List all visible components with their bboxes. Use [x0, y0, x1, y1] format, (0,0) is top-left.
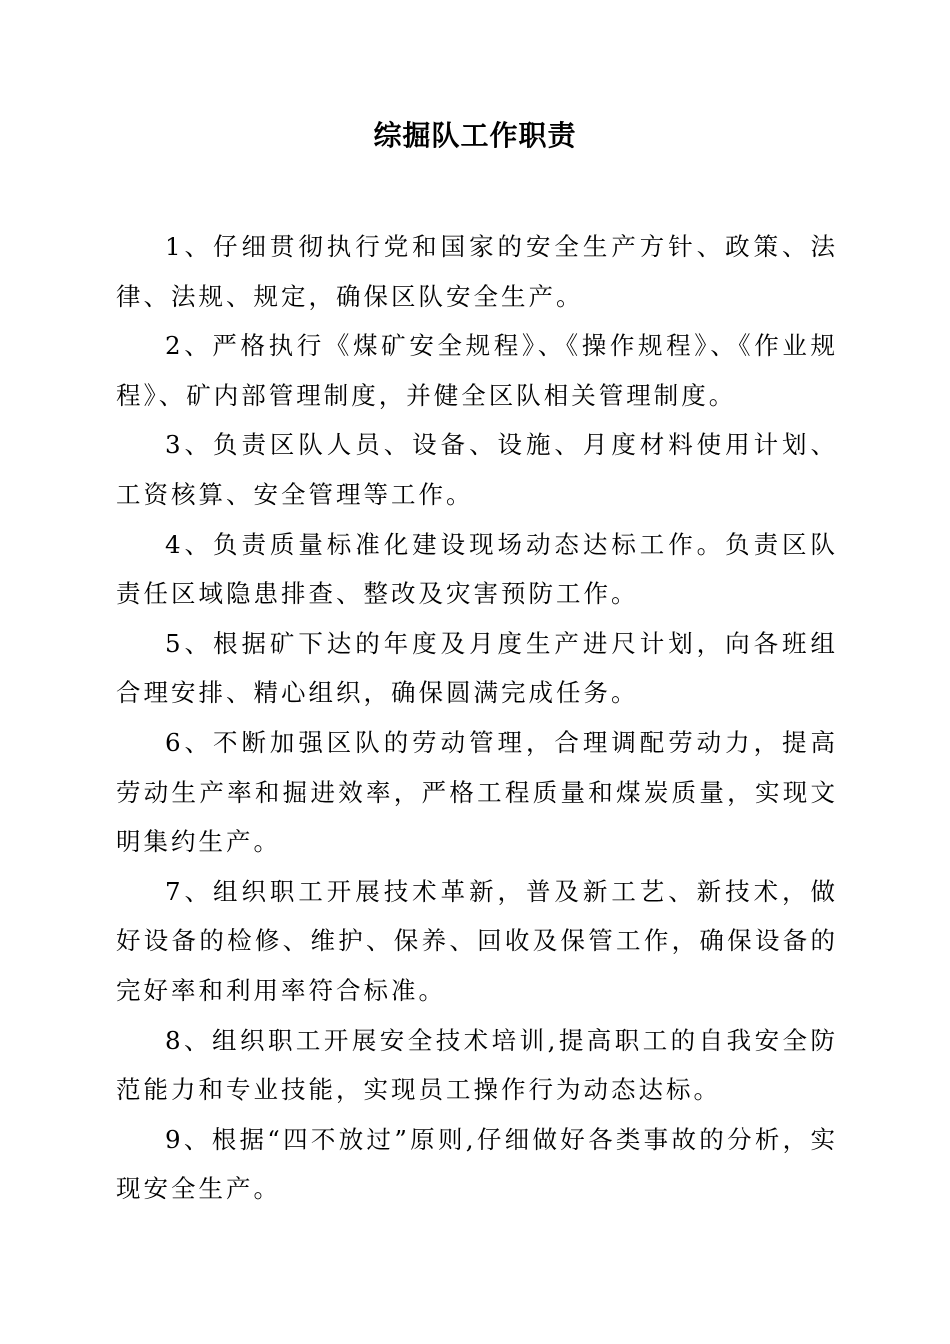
document-title: 综掘队工作职责 — [373, 119, 577, 152]
paragraph-1: 1、仔细贯彻执行党和国家的安全生产方针、政策、法律、法规、规定，确保区队安全生产。 — [116, 232, 838, 311]
paragraph-5: 5、根据矿下达的年度及月度生产进尺计划，向各班组合理安排、精心组织，确保圆满完成任务。 — [116, 628, 838, 708]
paragraph-2: 2、严格执行《煤矿安全规程》、《操作规程》、《作业规程》、矿内部管理制度，并健全区队相关管理制度。 — [116, 331, 838, 410]
paragraph-7: 7、组织职工开展技术革新，普及新工艺、新技术，做好设备的检修、维护、保养、回收及保管工作，确保设备的完好率和利用率符合标准。 — [116, 876, 838, 1005]
paragraph-6: 6、不断加强区队的劳动管理，合理调配劳动力，提高劳动生产率和掘进效率，严格工程质量和煤炭质量，实现文明集约生产。 — [116, 727, 838, 857]
paragraph-9: 9、根据“四不放过”原则,仔细做好各类事故的分析，实现安全生产。 — [116, 1124, 838, 1204]
paragraph-8: 8、组织职工开展安全技术培训,提高职工的自我安全防范能力和专业技能，实现员工操作行为动态达标。 — [116, 1025, 838, 1105]
paragraph-4: 4、负责质量标准化建设现场动态达标工作。负责区队责任区域隐患排查、整改及灾害预防工作。 — [116, 529, 838, 609]
paragraph-3: 3、负责区队人员、设备、设施、月度材料使用计划、工资核算、安全管理等工作。 — [116, 430, 838, 509]
document-body — [116, 222, 838, 1214]
